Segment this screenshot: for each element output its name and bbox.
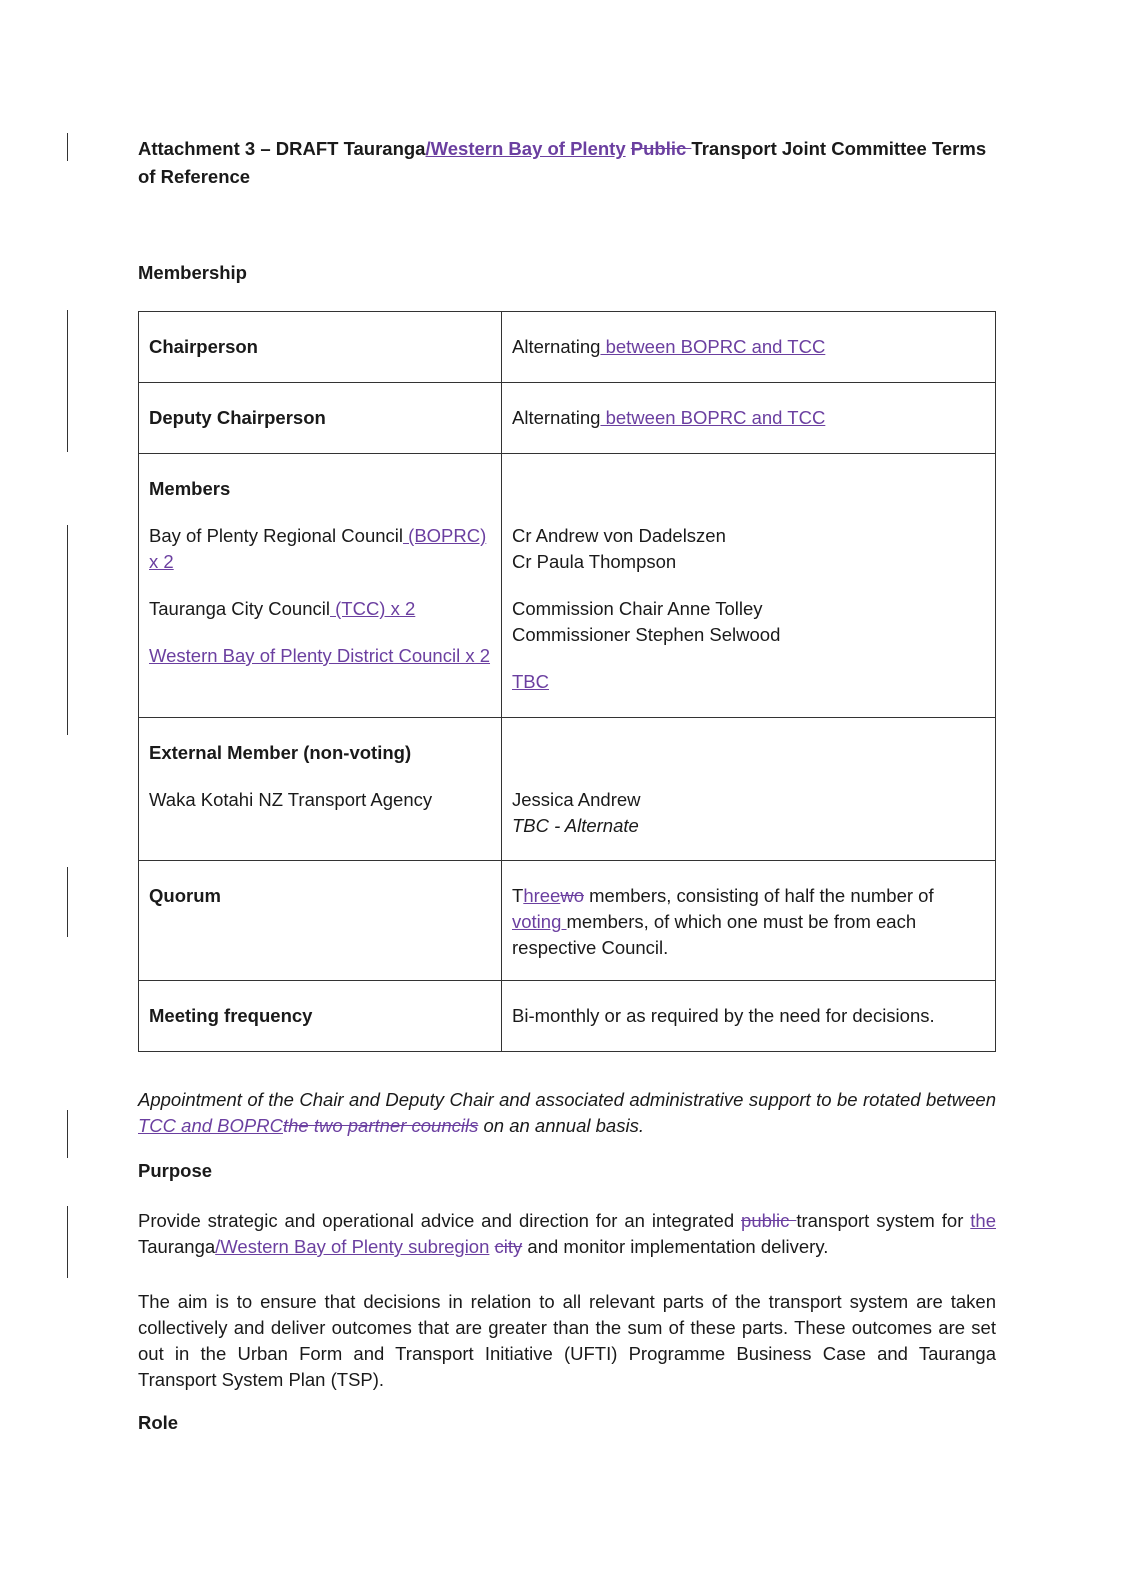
appointment-deletion: the two partner councils — [282, 1115, 479, 1136]
quorum-label: Quorum — [139, 861, 502, 981]
table-row-members — [139, 454, 996, 718]
purpose-deletion-public: public — [741, 1210, 797, 1231]
change-bar — [67, 1110, 68, 1158]
purpose-deletion-city: city — [494, 1236, 523, 1257]
quorum-text-t: T — [512, 885, 524, 906]
table-row-deputy — [139, 383, 996, 454]
role-heading: Role — [138, 1412, 179, 1433]
boprc-label — [149, 523, 491, 575]
boprc-label-insertion: (BOPRC) x 2 — [149, 525, 487, 572]
quorum-text-mid: members, consisting of half the number of — [584, 885, 934, 906]
tcc-label-insertion: (TCC) x 2 — [329, 598, 416, 619]
title-text: Attachment 3 – DRAFT Tauranga — [138, 138, 426, 159]
aim-paragraph: The aim is to ensure that decisions in relation to all relevant parts of the transport system are taken collectively and deliver outcomes that are greater than the sum of these parts. These outcomes are set out in the Urban Form and Transport Initiative (UFTI) Programme Business Case and Tauranga Transport System Plan (TSP). — [138, 1291, 996, 1390]
frequency-value: Bi-monthly or as required by the need for decisions. — [502, 981, 996, 1052]
quorum-insertion-three: hree — [523, 885, 561, 906]
appointment-text-end: on an annual basis. — [478, 1115, 644, 1136]
boprc-member-2: Cr Paula Thompson — [512, 551, 677, 572]
purpose-insertion-the: the — [970, 1210, 996, 1231]
deputy-value-insertion: between BOPRC and TCC — [600, 407, 826, 428]
title-insertion: /Western Bay of Plenty — [425, 138, 626, 159]
change-bar — [67, 525, 68, 735]
table-row-quorum — [139, 861, 996, 981]
membership-table — [138, 311, 996, 1052]
deputy-label: Deputy Chairperson — [139, 383, 502, 454]
quorum-deletion-wo: wo — [560, 885, 584, 906]
external-label-cell — [139, 718, 502, 861]
tcc-label — [149, 596, 491, 622]
purpose-text-d: and monitor implementation delivery. — [522, 1236, 829, 1257]
boprc-member-1: Cr Andrew von Dadelszen — [512, 525, 726, 546]
title-deletion: Public — [630, 138, 692, 159]
table-row-chair — [139, 312, 996, 383]
members-heading: Members — [149, 478, 231, 499]
external-heading: External Member (non-voting) — [149, 742, 412, 763]
membership-heading: Membership — [138, 262, 247, 283]
wbop-member: TBC — [512, 671, 549, 692]
chair-label: Chairperson — [139, 312, 502, 383]
change-bar — [67, 310, 68, 452]
external-label: Waka Kotahi NZ Transport Agency — [149, 789, 433, 810]
appointment-paragraph — [138, 1087, 996, 1139]
tcc-label-text: Tauranga City Council — [149, 598, 330, 619]
purpose-paragraph — [138, 1208, 996, 1260]
tcc-member-1: Commission Chair Anne Tolley — [512, 598, 763, 619]
chair-value-insertion: between BOPRC and TCC — [600, 336, 826, 357]
deputy-value — [502, 383, 996, 454]
change-bar — [67, 1206, 68, 1278]
boprc-label-text: Bay of Plenty Regional Council — [149, 525, 404, 546]
change-bar — [67, 867, 68, 937]
purpose-text-b: transport system for — [796, 1210, 971, 1231]
title-text-end: Transport Joint Committee Terms of Reference — [138, 138, 987, 187]
quorum-insertion-voting: voting — [512, 911, 567, 932]
tcc-member-2: Commissioner Stephen Selwood — [512, 624, 781, 645]
purpose-text-c: Tauranga — [138, 1236, 216, 1257]
change-bar — [67, 133, 68, 161]
table-row-frequency — [139, 981, 996, 1052]
chair-value — [502, 312, 996, 383]
appointment-insertion: TCC and BOPRC — [138, 1115, 283, 1136]
members-label-cell — [139, 454, 502, 718]
appointment-text: Appointment of the Chair and Deputy Chair and associated administrative support to be rotated between — [138, 1089, 996, 1110]
purpose-insertion-subregion: /Western Bay of Plenty subregion — [215, 1236, 490, 1257]
purpose-text-a: Provide strategic and operational advice and direction for an integrated — [138, 1210, 742, 1231]
external-member: Jessica Andrew — [512, 789, 641, 810]
purpose-heading: Purpose — [138, 1160, 213, 1181]
external-value-cell — [502, 718, 996, 861]
quorum-value — [502, 861, 996, 981]
members-value-cell — [502, 454, 996, 718]
deputy-value-text: Alternating — [512, 407, 601, 428]
external-alternate: TBC - Alternate — [512, 815, 639, 836]
document-title — [138, 135, 998, 191]
frequency-label: Meeting frequency — [139, 981, 502, 1052]
quorum-text-end: members, of which one must be from each respective Council. — [512, 911, 917, 958]
chair-value-text: Alternating — [512, 336, 601, 357]
table-row-external — [139, 718, 996, 861]
wbop-label: Western Bay of Plenty District Council x 2 — [149, 645, 491, 666]
